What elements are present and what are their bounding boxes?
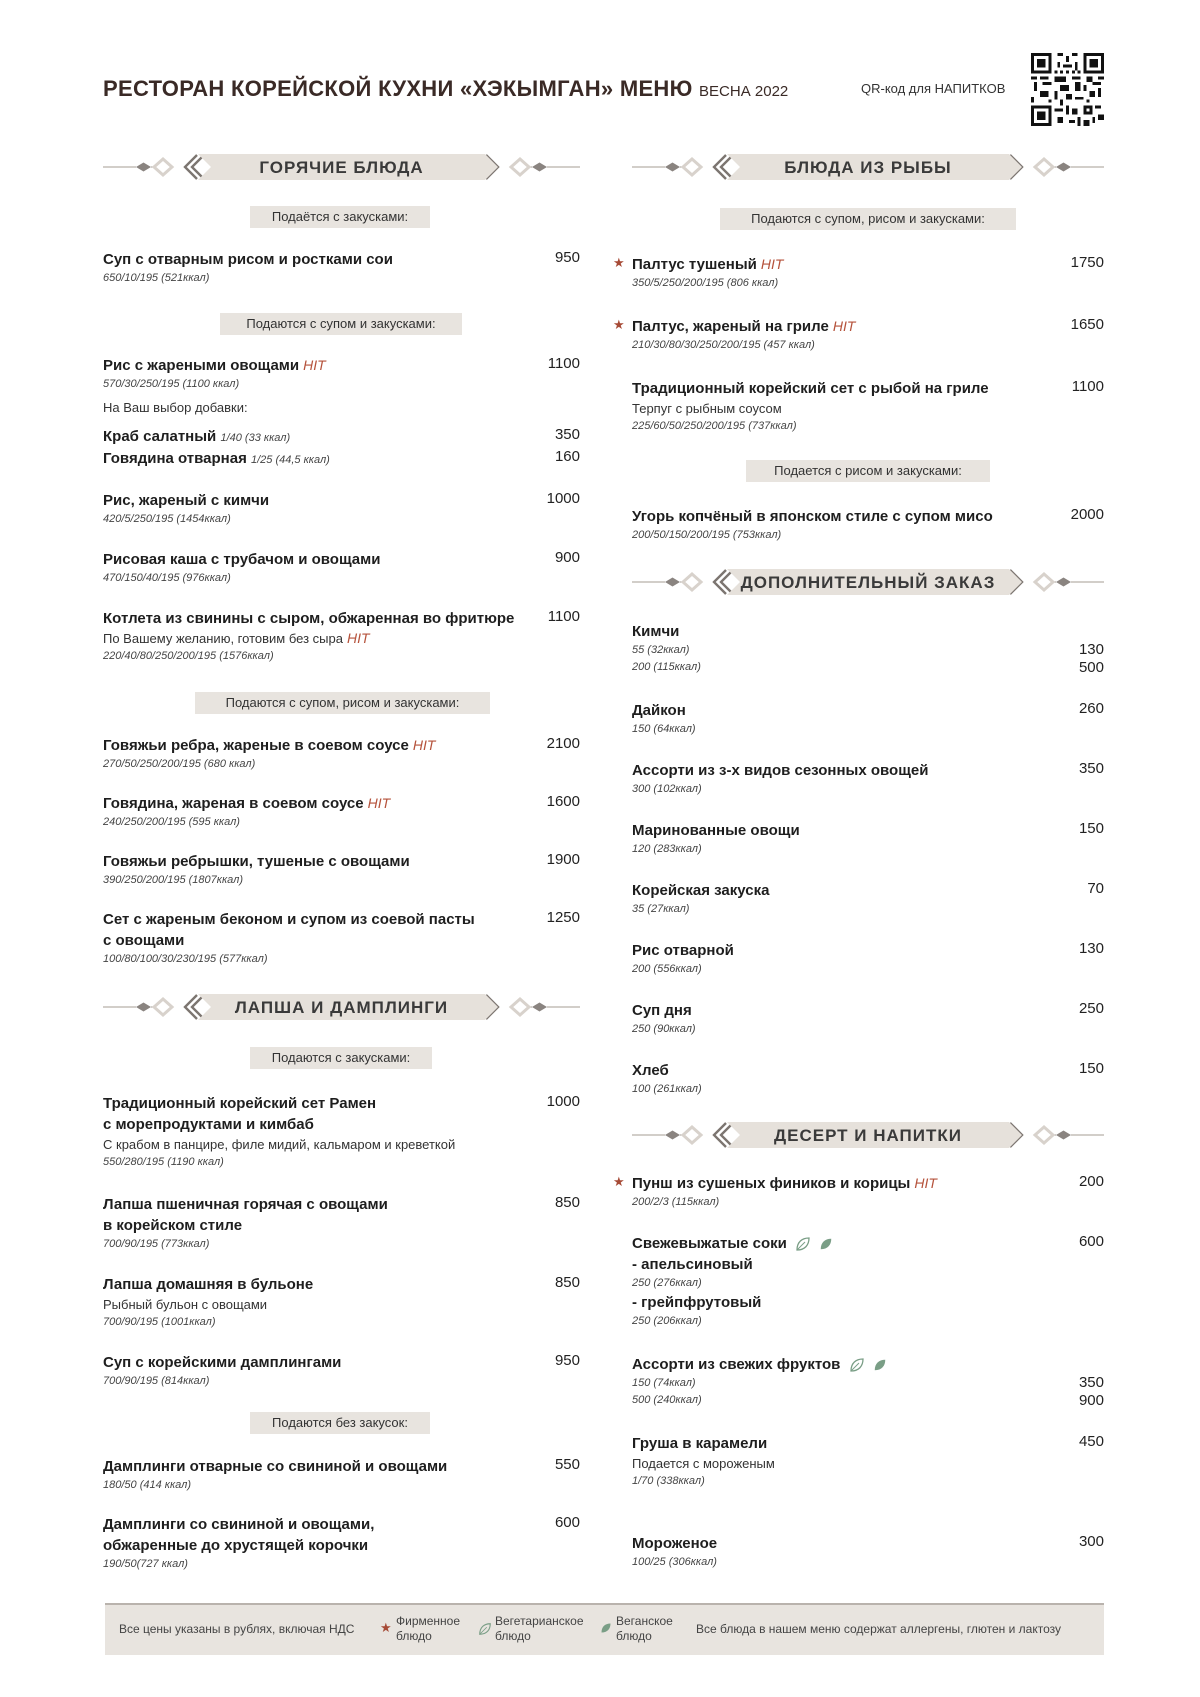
- menu-item: [613, 254, 1104, 292]
- item-price: 260: [1078, 700, 1104, 717]
- item-name-line1: Дамплинги со свининой и овощами,: [103, 1516, 375, 1533]
- vegetarian-leaf-icon: [795, 1236, 811, 1252]
- serving-note: Подаются с супом, рисом и закусками:: [195, 692, 490, 714]
- menu-item: [632, 760, 1104, 798]
- vegan-leaf-icon: [600, 1622, 612, 1634]
- item-description: По Вашему желанию, готовим без сыра: [103, 631, 343, 646]
- menu-item: [613, 1173, 1104, 1211]
- addon-item: [103, 448, 580, 471]
- serving-note: Подаются с закусками:: [250, 1047, 432, 1069]
- section-banner-hot-dishes: [103, 152, 580, 182]
- item-price: 1000: [546, 1093, 580, 1110]
- allergens-note: Все блюда в нашем меню содержат аллергены, глютен и лактозу: [696, 1622, 1061, 1636]
- item-name: Традиционный корейский сет с рыбой на гриле: [632, 380, 989, 397]
- item-weight: 250 (90ккал): [632, 1023, 696, 1035]
- item-weight: 100/25 (306ккал): [632, 1556, 717, 1568]
- item-name: Угорь копчёный в японском стиле с супом мисо: [632, 508, 993, 525]
- menu-item: [103, 549, 580, 587]
- item-price: 550: [554, 1456, 580, 1473]
- item-weight: 420/5/250/195 (1454ккал): [103, 513, 231, 525]
- item-weight: 120 (283ккал): [632, 843, 702, 855]
- legend-vegan-line2: блюдо: [616, 1629, 652, 1643]
- menu-item: [632, 506, 1104, 544]
- item-name: Лапша домашняя в бульоне: [103, 1276, 314, 1293]
- item-name: Говяжьи ребра, жареные в соевом соусе: [103, 737, 409, 754]
- section-banner-noodles: [103, 992, 580, 1022]
- section-title: БЛЮДА ИЗ РЫБЫ: [784, 158, 952, 177]
- item-name: Груша в карамели: [632, 1435, 768, 1452]
- item-name: Рис отварной: [632, 942, 734, 959]
- menu-item: [103, 249, 580, 287]
- item-price: 600: [1078, 1233, 1104, 1250]
- section-title: ЛАПША И ДАМПЛИНГИ: [234, 998, 449, 1017]
- legend-vegetarian: [495, 1614, 584, 1644]
- menu-item: [632, 940, 1104, 978]
- item-price: 1100: [547, 608, 580, 625]
- item-price: 450: [1078, 1433, 1104, 1450]
- item-name: Маринованные овощи: [632, 822, 800, 839]
- item-weight: 240/250/200/195 (595 ккал): [103, 816, 240, 828]
- item-name: Ассорти из свежих фруктов: [632, 1356, 841, 1373]
- item-name-line1: Традиционный корейский сет Рамен: [103, 1095, 377, 1112]
- addon-name: Говядина отварная: [103, 450, 247, 467]
- section-title: ДОПОЛНИТЕЛЬНЫЙ ЗАКАЗ: [740, 573, 996, 592]
- item-price: 1250: [546, 909, 580, 926]
- legend-vegan-line1: Веганское: [616, 1614, 673, 1628]
- item-price: 1900: [546, 851, 580, 868]
- item-weight: 1/70 (338ккал): [632, 1475, 705, 1487]
- item-name: Суп дня: [632, 1002, 692, 1019]
- menu-item: [103, 1514, 580, 1573]
- legend-signature: [396, 1614, 460, 1644]
- hit-badge: HIT: [303, 357, 326, 373]
- item-weight: 150 (64ккал): [632, 723, 696, 735]
- item-description: С крабом в панцире, филе мидий, кальмаром и креветкой: [103, 1137, 456, 1152]
- legend-vegetarian-line1: Вегетарианское: [495, 1614, 584, 1628]
- item-description: Подается с мороженым: [632, 1456, 775, 1471]
- item-name: Котлета из свинины с сыром, обжаренная во фритюре: [103, 610, 515, 627]
- item-weight: 470/150/40/195 (976ккал): [103, 572, 231, 584]
- legend-vegetarian-line2: блюдо: [495, 1629, 531, 1643]
- item-weight: 500 (240ккал): [632, 1394, 702, 1406]
- serving-note: Подаётся с закусками:: [250, 206, 430, 228]
- item-price: 130: [1078, 641, 1104, 658]
- juice-option: - апельсиновый: [632, 1256, 753, 1273]
- addon-item: [103, 426, 580, 449]
- serving-note: Подается с рисом и закусками:: [746, 460, 990, 482]
- menu-item: [632, 621, 1104, 676]
- vegan-leaf-icon: [873, 1358, 887, 1372]
- item-name: Суп с отварным рисом и ростками сои: [103, 251, 393, 268]
- menu-footer: [105, 1603, 1104, 1655]
- item-weight: 100/80/100/30/230/195 (577ккал): [103, 953, 268, 965]
- section-banner-fish: [632, 152, 1104, 182]
- item-name: Корейская закуска: [632, 882, 770, 899]
- item-price: 150: [1078, 1060, 1104, 1077]
- item-weight: 570/30/250/195 (1100 ккал): [103, 378, 240, 390]
- item-weight: 270/50/250/200/195 (680 ккал): [103, 758, 256, 770]
- item-name-line1: Сет с жареным беконом и супом из соевой пасты: [103, 911, 475, 928]
- menu-item: [632, 820, 1104, 858]
- hit-badge: HIT: [412, 737, 436, 753]
- section-title: ГОРЯЧИЕ БЛЮДА: [259, 158, 424, 177]
- item-price: 2000: [1070, 506, 1104, 523]
- menu-item: [613, 316, 1104, 354]
- item-name: Палтус, жареный на гриле: [632, 318, 829, 335]
- serving-note: Подаются с супом и закусками:: [220, 313, 462, 335]
- menu-item: [103, 909, 580, 968]
- item-description: Рыбный бульон с овощами: [103, 1297, 268, 1312]
- item-weight: 350/5/250/200/195 (806 ккал): [632, 277, 779, 289]
- menu-item: [632, 1433, 1104, 1490]
- item-weight: 35 (27ккал): [632, 903, 690, 915]
- addon-weight: 1/25 (44,5 ккал): [251, 454, 330, 466]
- item-price: 1600: [546, 793, 580, 810]
- menu-item: [103, 1093, 580, 1171]
- section-banner-extra: [632, 567, 1104, 597]
- item-weight: 190/50(727 ккал): [103, 1558, 188, 1570]
- item-description: Терпуг с рыбным соусом: [632, 401, 782, 416]
- menu-item: [103, 1194, 580, 1253]
- item-weight: 700/90/195 (773ккал): [103, 1238, 210, 1250]
- item-price: 300: [1078, 1533, 1104, 1550]
- item-weight: 200 (115ккал): [632, 661, 701, 673]
- item-weight: 200/50/150/200/195 (753ккал): [632, 529, 782, 541]
- section-banner-dessert: [632, 1120, 1104, 1150]
- item-price: 350: [1078, 1374, 1104, 1391]
- menu-item: [632, 880, 1104, 918]
- item-name: Говяжьи ребрышки, тушеные с овощами: [103, 853, 410, 870]
- item-name: Пунш из сушеных фиников и корицы: [632, 1175, 911, 1192]
- addons-label: На Ваш выбор добавки:: [103, 400, 248, 415]
- item-name: Хлеб: [632, 1062, 669, 1079]
- item-name: Рис, жареный с кимчи: [103, 492, 270, 509]
- serving-note: Подаются без закусок:: [250, 1412, 430, 1434]
- item-price: 950: [554, 249, 580, 266]
- item-name-line2: в корейском стиле: [103, 1217, 243, 1234]
- item-name: Говядина, жареная в соевом соусе: [103, 795, 364, 812]
- qr-code-icon[interactable]: [1031, 53, 1104, 126]
- menu-item: [103, 1274, 580, 1331]
- item-weight: 210/30/80/30/250/200/195 (457 ккал): [632, 339, 815, 351]
- hit-badge: HIT: [760, 256, 784, 272]
- item-name: Суп с корейскими дамплингами: [103, 1354, 342, 1371]
- qr-label: QR-код для НАПИТКОВ: [861, 81, 1006, 96]
- page-title: [103, 76, 788, 102]
- item-name-line2: обжаренные до хрустящей корочки: [103, 1537, 369, 1554]
- item-price: 1750: [1070, 254, 1104, 271]
- item-name: Палтус тушеный: [632, 256, 757, 273]
- item-price: 850: [554, 1274, 580, 1291]
- menu-item: [103, 1352, 580, 1390]
- vegetarian-leaf-icon: [478, 1622, 492, 1636]
- item-price: 500: [1078, 659, 1104, 676]
- menu-item: [103, 851, 580, 889]
- item-weight: 100 (261ккал): [632, 1083, 702, 1095]
- menu-item: [103, 608, 580, 665]
- menu-item: [632, 1354, 1104, 1409]
- item-price: 2100: [546, 735, 580, 752]
- item-price: 1650: [1070, 316, 1104, 333]
- menu-item: [103, 355, 580, 417]
- menu-item: [632, 1533, 1104, 1571]
- item-weight: 225/60/50/250/200/195 (737ккал): [632, 420, 797, 432]
- restaurant-title: РЕСТОРАН КОРЕЙСКОЙ КУХНИ «ХЭКЫМГАН» МЕНЮ: [103, 76, 693, 101]
- menu-item: [632, 1060, 1104, 1098]
- item-price: 850: [554, 1194, 580, 1211]
- item-name: Свежевыжатые соки: [632, 1235, 787, 1252]
- hit-badge: HIT: [367, 795, 391, 811]
- section-title: ДЕСЕРТ И НАПИТКИ: [774, 1126, 962, 1145]
- menu-header: [103, 76, 1006, 104]
- item-name: Мороженое: [632, 1535, 718, 1552]
- hit-badge: HIT: [832, 318, 856, 334]
- item-price: 150: [1078, 820, 1104, 837]
- vegan-leaf-icon: [819, 1237, 833, 1251]
- item-price: 900: [554, 549, 580, 566]
- hit-badge: HIT: [346, 630, 370, 646]
- item-price: 200: [1078, 1173, 1104, 1190]
- item-weight: 250 (276ккал): [632, 1277, 702, 1289]
- item-weight: 220/40/80/250/200/195 (1576ккал): [103, 650, 274, 662]
- item-name: Рисовая каша с трубачом и овощами: [103, 551, 381, 568]
- item-price: 1000: [546, 490, 580, 507]
- item-weight: 550/280/195 (1190 ккал): [103, 1156, 224, 1168]
- item-name: Дамплинги отварные со свининой и овощами: [103, 1458, 448, 1475]
- item-price: 1100: [1071, 378, 1104, 395]
- signature-star-icon: ★: [613, 317, 625, 332]
- item-weight: 200 (556ккал): [632, 963, 702, 975]
- menu-item: [632, 378, 1104, 435]
- vegetarian-leaf-icon: [849, 1357, 865, 1373]
- item-weight: 250 (206ккал): [632, 1315, 702, 1327]
- legend-vegan: [616, 1614, 673, 1644]
- item-weight: 150 (74ккал): [632, 1377, 696, 1389]
- item-price: 1100: [547, 355, 580, 372]
- menu-item: [632, 700, 1104, 738]
- menu-item: [103, 735, 580, 773]
- item-price: 130: [1078, 940, 1104, 957]
- item-price: 900: [1078, 1392, 1104, 1409]
- addon-price: 350: [554, 426, 580, 443]
- signature-star-icon: ★: [613, 255, 625, 270]
- item-weight: 180/50 (414 ккал): [103, 1479, 192, 1491]
- prices-note: Все цены указаны в рублях, включая НДС: [119, 1622, 355, 1636]
- addon-weight: 1/40 (33 ккал): [220, 432, 291, 444]
- signature-star-icon: ★: [380, 1620, 392, 1635]
- item-price: 250: [1078, 1000, 1104, 1017]
- item-weight: 650/10/195 (521ккал): [103, 272, 210, 284]
- item-weight: 700/90/195 (1001ккал): [103, 1316, 216, 1328]
- legend-signature-line2: блюдо: [396, 1629, 432, 1643]
- menu-item: [632, 1233, 1104, 1330]
- item-name: Дайкон: [632, 702, 686, 719]
- item-weight: 700/90/195 (814ккал): [103, 1375, 210, 1387]
- item-name: Рис с жареными овощами: [103, 357, 300, 374]
- menu-item: [632, 1000, 1104, 1038]
- item-name-line1: Лапша пшеничная горячая с овощами: [103, 1196, 388, 1213]
- menu-item: [103, 490, 580, 528]
- item-weight: 55 (32ккал): [632, 644, 690, 656]
- legend-signature-line1: Фирменное: [396, 1614, 461, 1628]
- item-name-line2: с морепродуктами и кимбаб: [103, 1116, 314, 1133]
- item-price: 70: [1087, 880, 1104, 897]
- serving-note: Подаются с супом, рисом и закусками:: [720, 208, 1016, 230]
- item-weight: 200/2/3 (115ккал): [632, 1196, 720, 1208]
- item-name-line2: с овощами: [103, 932, 185, 949]
- addon-price: 160: [554, 448, 580, 465]
- hit-badge: HIT: [914, 1175, 937, 1191]
- juice-option: - грейпфрутовый: [632, 1294, 762, 1311]
- item-weight: 300 (102ккал): [632, 783, 702, 795]
- signature-star-icon: ★: [613, 1174, 625, 1189]
- item-price: 950: [554, 1352, 580, 1369]
- item-weight: 390/250/200/195 (1807ккал): [103, 874, 244, 886]
- menu-item: [103, 793, 580, 831]
- item-price: 600: [554, 1514, 580, 1531]
- menu-item: [103, 1456, 580, 1494]
- season-label: ВЕСНА 2022: [699, 83, 789, 100]
- item-name: Ассорти из з-х видов сезонных овощей: [632, 762, 929, 779]
- item-price: 350: [1078, 760, 1104, 777]
- item-name: Кимчи: [632, 623, 680, 640]
- addon-name: Краб салатный: [103, 428, 217, 445]
